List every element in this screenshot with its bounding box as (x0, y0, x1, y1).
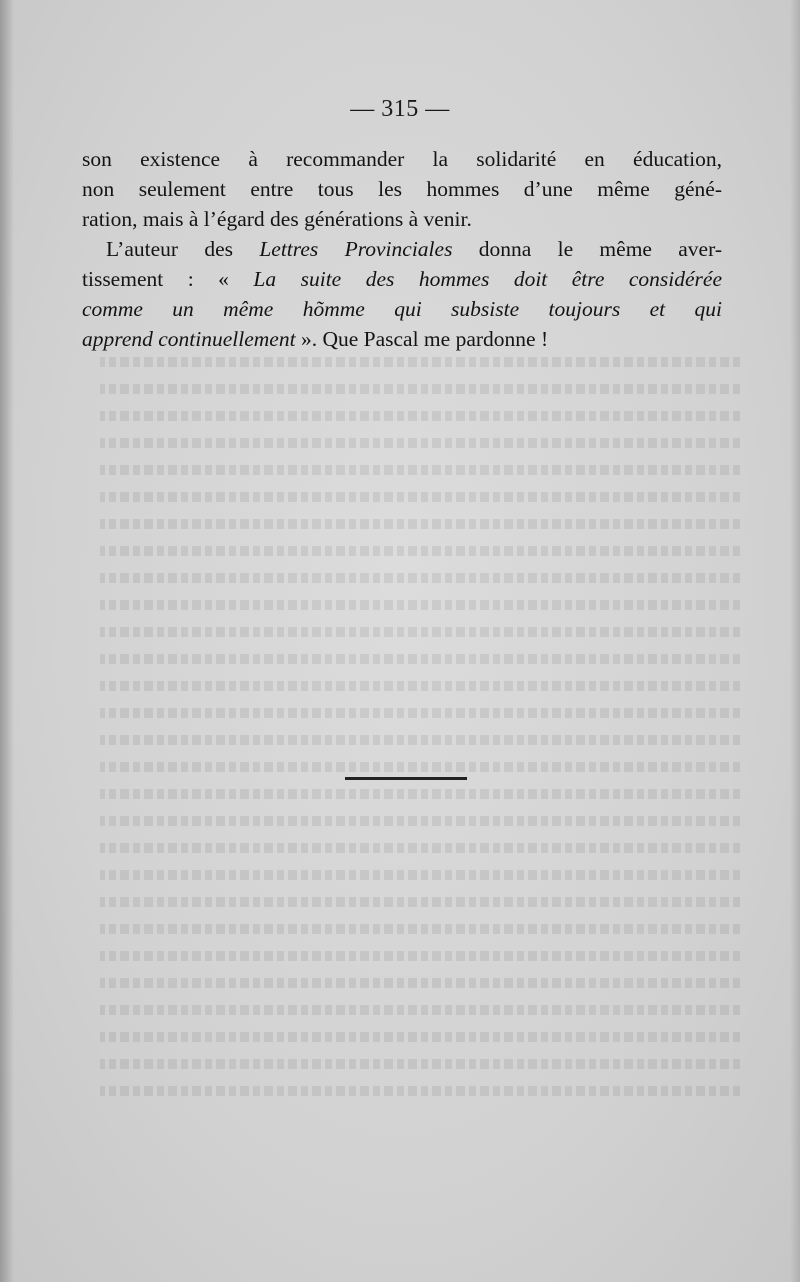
text-run: donna le même aver- (452, 237, 722, 261)
text-line: son existence à recommander la solidarité en éducation, (82, 147, 722, 171)
end-rule (345, 777, 467, 780)
page-number: — 315 — (350, 96, 450, 122)
text-line (82, 324, 722, 354)
text-line (82, 264, 722, 294)
body-text (82, 144, 722, 354)
text-run: L’auteur des (106, 237, 260, 261)
quotation: apprend continuellement (82, 327, 296, 351)
text-run: ». Que Pascal me pardonne ! (295, 327, 549, 351)
page-edge-shadow-right (790, 0, 800, 1282)
paragraph-2 (82, 234, 722, 354)
paragraph-1 (82, 144, 722, 234)
quotation-line: comme un même hõmme qui subsiste toujours et qui (82, 297, 722, 321)
text-line (82, 234, 722, 264)
text-line: ration, mais à l’égard des générations à venir. (82, 207, 472, 231)
page-edge-shadow-left (0, 0, 14, 1282)
text-run: tissement : « (82, 267, 254, 291)
text-line: non seulement entre tous les hommes d’une même géné- (82, 177, 722, 201)
book-title: Lettres Provinciales (259, 237, 453, 261)
quotation: La suite des hommes doit être considérée (253, 267, 723, 291)
verso-show-through (100, 340, 740, 1210)
